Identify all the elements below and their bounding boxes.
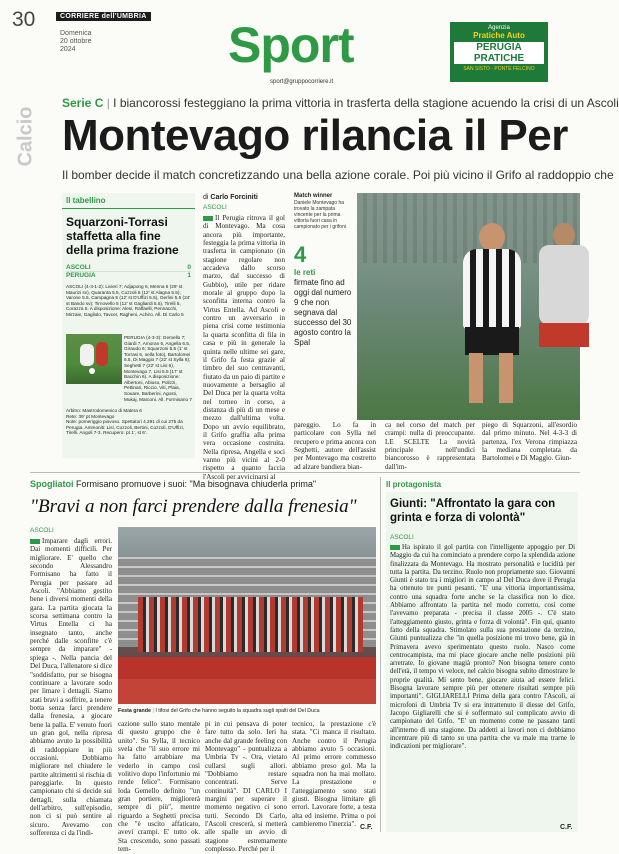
paragraph-marker xyxy=(203,216,213,221)
ascoli-lineup: ASCOLI (4-3-1-2): Livieri 7; Adjapong 6, Menna 6 (29' st Maurizi sv), Quaranta 5.5, Cozzoli 6 (12' st Alagna 5.5); Varone 5.5, Campagna 5 (12' st D'Uffizi 5.5), Gerlini 5.5 (24' st Bando sv); Tirnovello 5 (12' st Gagliardi 5.5), Tirelli 5, Corazza 5. A disposizione: Alesi, Raffaelli, Pennacchi, Mirzaie, Gagliolo, Tavcer, Ragheni, Achiro. All. Di Carlo 5 xyxy=(66,284,191,317)
ad-line2: Pratiche Auto xyxy=(473,31,525,40)
tabellino-photo xyxy=(66,334,122,384)
byline-author: Carlo Forciniti xyxy=(210,194,258,201)
article-col-1 xyxy=(203,214,285,481)
sidebar-stat-number: 4 xyxy=(294,242,307,267)
paragraph-marker xyxy=(390,545,400,550)
section-divider xyxy=(30,472,580,473)
sidebar-stat-text: firmate fino ad oggi dal numero 9 che non segnava dal successo del 30 agosto contro la Spal xyxy=(294,278,352,347)
spogliatoi-col-1-text: Imparare dagli errori. Dai momenti difficili. Per migliorare. E' quello che secondo Alessandro Formisano ha fatto il Perugia per passare ad Ascoli. "Abbiamo gestito bene i diversi momenti della gara. La partita giocata la scorsa settimana contro la Virtus Entella ci ha insegnato tanto, anche perché dalle sconfitte c'è sempre da imparare" - spiega -. Nella pancia del Del Duca, l'allenatore si dice "soddisfatto, pur se bisogna continuare a lavorare sodo per limare i dettagli. Siamo stati bravi a soffrire, a tenere botta senza farci prendere dalla frenesia, a giocare bene la palla. E' venuto fuori un gran gol, nella ripresa abbiamo avuto la possibilità di raddoppiare in più occasioni. Dobbiamo migliorare nel chiudere le partite altrimenti si rischia di pareggiarle. In questo campionato chi si decide sui dettagli, sulla chiamata dell'arbitro, sull'episodio, non ci si può sentire al sicuro. Avevamo con sofferenza ci da l'indi- xyxy=(30,537,112,838)
spogliatoi-col-3: pi in cui pensava di poter fare tutto da solo. Ieri ha anche dal grande feeling con Montevago" - puntualizza a Umbria Tv -. Ora, vietato cullarsi sugli allori. "Dobbiamo restare concentrati. Serve continuità". DI CARLO I margini per superare il momento negativo ci sono tutti. Secondo Di Carlo, l'Ascoli crescerà, si metterà alle spalle un avvio di stagione estremamente complesso. Perché per il xyxy=(205,720,287,854)
team-score: 1 xyxy=(187,272,191,279)
sidebar-stat-label: Match winner xyxy=(294,193,333,199)
spogliatoi-sign: C.F. xyxy=(360,824,373,831)
banner xyxy=(118,657,376,679)
team-name: ASCOLI xyxy=(66,264,91,271)
article-col-2: pareggio. Lo fa in particolare con Sylla nel recupero e prima ancora con Seghetti, autore dell'assist per Montevago ma costretto ad alzare bandiera bian- xyxy=(294,421,376,471)
fans-photo xyxy=(118,527,376,704)
team-score: 0 xyxy=(187,264,191,271)
player-ascoli xyxy=(539,223,589,403)
reti: Rete: 39' pt Montevago xyxy=(66,413,115,419)
fans-photo-caption xyxy=(118,708,376,714)
caption-divider: | xyxy=(152,708,156,714)
sidebar-stat xyxy=(294,193,354,453)
player-montevago xyxy=(457,223,527,403)
protagonista-headline: Giunti: "Affrontato la gara con grinta e forza di volontà" xyxy=(390,498,556,524)
ad-pratiche-auto[interactable] xyxy=(450,22,548,82)
note: Note: pomeriggio piovoso. Spettatori 4.291 di cui 275 da Perugia. Ammoniti: Lisi, Cozzoli, Bertini, Cozzoli, D'Uffizi, Tirelli. Angoli 7-3. Recupero: pt 1', st 6'. xyxy=(66,419,185,436)
spogliatoi-headline: "Bravi a non farci prendere dalla frenesia" xyxy=(30,496,357,517)
caption-text: I tifosi del Grifo che hanno seguito la squadra sugli spalti del Del Duca xyxy=(155,708,320,714)
ad-line4: PRATICHE xyxy=(454,53,544,64)
section-title: Sport xyxy=(228,17,354,73)
caption-bold: Festa grande xyxy=(118,708,151,714)
perugia-lineup: PERUGIA (4-3-3): Gemello 7; Giardi 7, Amoran 6, Angella 6.5, Giraudo 6; Squarzoni 5.5 (1' st Torrasi 6, nella foto), Bartolomei 6.5, Di Maggio 7 (22' st Sylla 6); Seghetti 7 (22' st Lisi 6), Montevago 7, Lisi 5.5 (17' st Bacchin 6). A disposizione: Albertoni, Abiuso, Polizzi, Pettinari, Riccio, Viti, Plaia, Souare, Barberini, Agosti, Mukaj, Marconi. All. Formisano 7 xyxy=(124,335,192,402)
kicker-divider: | xyxy=(106,96,114,110)
article-col-4: piego di Squarzoni, all'esordio dal primo minuto. Nel 4-3-3 di partenza, l'ex Verona rimpiazza la mediana completata da Bartolomei e Di Maggio. Giun- xyxy=(482,421,577,463)
section-email: sport@gruppocorriere.it xyxy=(270,79,334,85)
paragraph-marker xyxy=(30,539,40,544)
sidebar-stat-caption: Daniele Montevago ha trovato la zampata vincente per la prima vittoria fuori casa in campionato per i grifoni xyxy=(294,200,346,230)
protagonista-body xyxy=(390,544,575,824)
sidebar-stat-subtitle: le reti xyxy=(294,268,316,277)
team-name: PERUGIA xyxy=(66,272,96,279)
score-table xyxy=(66,264,191,279)
side-label-calcio: Calcio xyxy=(14,106,37,167)
spogliatoi-dateline: ASCOLI xyxy=(30,527,54,534)
main-kicker xyxy=(62,96,619,110)
issue-date: 20 ottobre xyxy=(60,38,92,45)
protagonista-dateline: ASCOLI xyxy=(390,534,414,541)
kicker-text: I biancorossi festeggiano la prima vittoria in trasferta della stagione acuendo la crisi di un Ascoli xyxy=(113,96,619,110)
ad-line5: SAN SISTO - PONTE FELCINO xyxy=(463,66,535,72)
fans-group xyxy=(138,597,363,652)
ad-line1: Agenzia xyxy=(488,25,510,31)
tabellino-label: Il tabellino xyxy=(62,193,195,209)
score-row-perugia xyxy=(66,272,191,279)
protagonista-label: Il protagonista xyxy=(386,480,442,489)
article-col-3: ca nel corso del match per crampi: nulla di preoccupante. LE SCELTE La novità principale nell'undici biancorosso è rappresentata dall'im- xyxy=(385,421,475,471)
issue-year: 2024 xyxy=(60,46,76,53)
newspaper-logo: CORRIERE dell'UMBRIA xyxy=(56,12,151,21)
player-figure xyxy=(80,344,94,366)
protagonista-sign: C.F. xyxy=(560,824,573,831)
spogliatoi-col-2: cazione sullo stato mentale di questo gruppo che è unito". Su Sylla, il tecnico svela che "il suo errore mi ha fatto arrabbiare ma vederlo in campo così volitivo dopo l'infortunio mi rende felice". Formisano loda Gemello definito "un gran portiere, migliorerà sempre di più", mentre riguardo a Seghetti precisa che "è uscito affaticato, avevi crampi. E' tutto ok. Sta crescendo, sono passati tem- xyxy=(118,720,200,854)
kicker-label: Serie C xyxy=(62,96,104,110)
article-col-1-text: Il Perugia ritrova il gol di Montevago. Ma cosa ancora più importante, festeggia la prima vittoria in trasferta in campionato (in stagione regolare non accadeva dallo scorso marzo, dal successo di Gubbio), utile per ridare morale al gruppo dopo la sconfitta interna contro la Virtus Entella. Ad Ascoli e contro un avversario in piena crisi come testimonia la quarta sconfitta di fila in casa e più in generale la quinta nelle ultime sei gare, il Grifo fa festa grazie al timbro del suo centravanti, fiutato da un paio di partite e nuovamente a bersaglio al Del Duca per la quarta volta nel torneo in corso, a distanza di più di un mese e mezzo dall'ultima volta. Dopo un avvio equilibrato, il Grifo graffia alla prima vera occasione costruita. Nella ripresa, Angella e soci vanno più vicini al 2-0 rispetto a quanto faccia l'Ascoli per avvicinarsi al xyxy=(203,214,285,481)
column-divider xyxy=(380,477,381,832)
ball xyxy=(89,368,95,374)
match-photo xyxy=(357,193,580,420)
main-headline: Montevago rilancia il Per xyxy=(62,111,568,160)
spogliatoi-col-4: tecnico, la prestazione c'è stata. "Ci manca il risultato. Anche contro il Perugia abbiamo avuto 5 occasioni. Al primo errore commesso abbiamo preso gol. Ma la squadra non ha mai mollato. La prestazione e l'atteggiamento sono stati giusti. Bisogna limitare gli errori. Lavorare forte, a testa alta ed insieme. Prima o poi cambieremo l'inerzia". xyxy=(292,720,376,829)
main-subheadline: Il bomber decide il match concretizzando una bella azione corale. Poi più vicino il Grifo al raddoppio che xyxy=(62,168,614,182)
spogliatoi-col-1 xyxy=(30,537,112,838)
spogliatoi-kicker-text: Formisano promuove i suoi: "Ma bisognava chiuderla prima" xyxy=(76,479,317,489)
tabellino-box xyxy=(62,193,195,458)
page-number: 30 xyxy=(12,8,36,31)
article-dateline: ASCOLI xyxy=(203,204,227,211)
spogliatoi-label: Spogliatoi xyxy=(30,479,74,489)
arbitro: Arbitro: Mastrodomenico di Matera 6 xyxy=(66,408,142,413)
score-row-ascoli xyxy=(66,264,191,272)
ad-line3: PERUGIA xyxy=(454,42,544,53)
protagonista-body-text: Ha ispirato il gol partita con l'intelligente appoggio per Di Maggio da cui ha cominciato a prendere corpo la splendida azione finalizzata da Montevago. Ha mostrato personalità e lucidità per tutta la partita. Da terzino. Ruolo non propriamente suo. Giovanni Giunti è stato tra i migliori in campo al Del Duca dove il Perugia ha ottenuto tre punti pesanti. "E' una vittoria importantissima, contro una squadra forte anche se la classifica non lo dice. Abbiamo affrontato la partita nel modo corretto, così come l'avevamo preparata - precisa il classe 2005 -. C'è stato l'atteggiamento giusto, grinta e forza di volontà". Fin qui, quanto fatto della squadra. Stimolato sulla sua prestazione da terzino, Giunti puntualizza che "in quella posizione mi trovo bene, già in Primavera avevo sperimentato questo ruolo. Nasco come centrocampista, ma mi piace giocare anche nelle posizioni più arretrate. Io giovane magià pronto? Non bisogna tenere conto dell'età, il tempo vi veloce, nel calcio bisogna subito dimostrare le proprie qualità. Mi sento bene, giocare aiuta ad essere felici. Bisogna lavorare sempre più per ottenere risultati sempre più importanti". GIGLIARELLI Prima della gara contro l'Ascoli, ai microfoni di Umbria Tv si era intrattenuto il diesse del Grifo, Jacopo Gigliarelli che si è soffermato sul complicato avvio di campionato del Grifo. "E' un momento come ne passano tanti all'interno di una stagione. Da addetti ai lavori non ci dobbiamo incentrare più di tanto su una partita che va male ma trarne le indicazioni per migliorare". xyxy=(390,544,575,751)
spogliatoi-kicker xyxy=(30,479,375,489)
issue-day: Domenica xyxy=(60,30,92,37)
banner-2 xyxy=(118,679,376,704)
byline xyxy=(203,194,258,201)
tabellino-footer xyxy=(66,408,191,436)
player-figure-red xyxy=(96,342,108,366)
tabellino-title: Squarzoni-Torrasi staffetta alla fine della prima frazione xyxy=(66,215,179,257)
byline-prefix: di xyxy=(203,194,209,201)
